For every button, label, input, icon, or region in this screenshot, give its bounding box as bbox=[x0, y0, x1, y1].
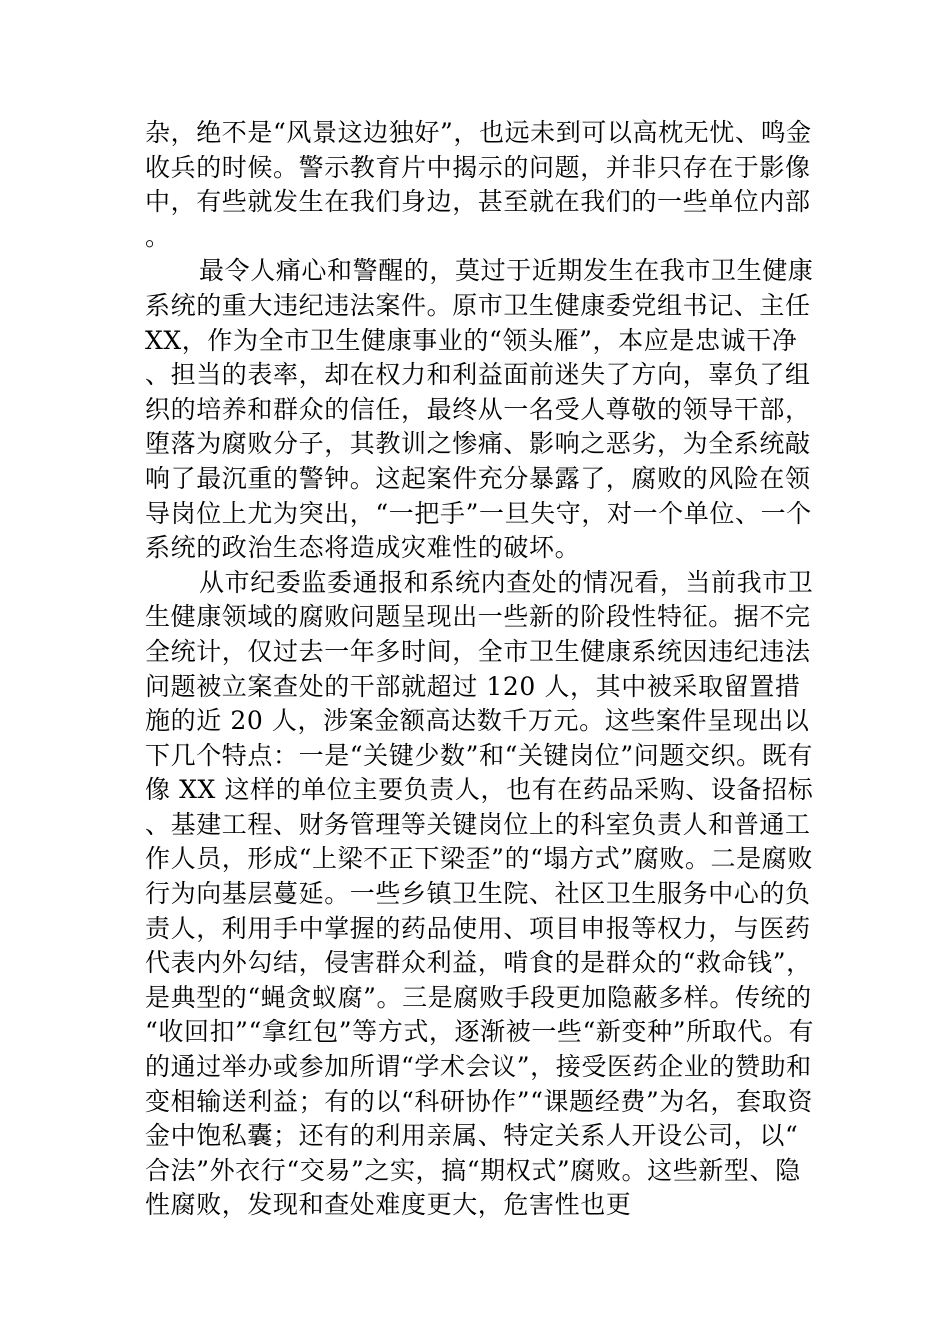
document-body bbox=[145, 116, 820, 1223]
paragraph-continued: 杂，绝不是“风景这边独好”，也远未到可以高枕无忧、鸣金收兵的时候。警示教育片中揭示的问题，并非只存在于影像中，有些就发生在我们身边，甚至就在我们的一些单位内部。 bbox=[145, 118, 812, 251]
paragraph-case: 最令人痛心和警醒的，莫过于近期发生在我市卫生健康系统的重大违纪违法案件。原市卫生健康委党组书记、主任 XX，作为全市卫生健康事业的“领头雁”，本应是忠诚干净、担当的表率，却在权力和利益面前迷失了方向，辜负了组织的培养和群众的信任，最终从一名受人尊敬的领导干部，堕落为腐败分子，其教训之惨痛、影响之恶劣，为全系统敲响了最沉重的警钟。这起案件充分暴露了，腐败的风险在领导岗位上尤为突出，“一把手”一旦失守，对一个单位、一个系统的政治生态将造成灾难性的破坏。 bbox=[145, 256, 820, 563]
paragraph-characteristics: 从市纪委监委通报和系统内查处的情况看，当前我市卫生健康领域的腐败问题呈现出一些新的阶段性特征。据不完全统计，仅过去一年多时间，全市卫生健康系统因违纪违法问题被立案查处的干部就超过 120 人，其中被采取留置措施的近 20 人，涉案金额高达数千万元。这些案件呈现出以下几个特点：一是“关键少数”和“关键岗位”问题交织。既有像 XX 这样的单位主要负责人，也有在药品采购、设备招标、基建工程、财务管理等关键岗位上的科室负责人和普通工作人员，形成“上梁不正下梁歪”的“塌方式”腐败。二是腐败行为向基层蔓延。一些乡镇卫生院、社区卫生服务中心的负责人，利用手中掌握的药品使用、项目申报等权力，与医药代表内外勾结，侵害群众利益，啃食的是群众的“救命钱”，是典型的“蝇贪蚁腐”。三是腐败手段更加隐蔽多样。传统的“收回扣”“拿红包”等方式，逐渐被一些“新变种”所取代。有的通过举办或参加所谓“学术会议”，接受医药企业的赞助和变相输送利益；有的以“科研协作”“课题经费”为名，套取资金中饱私囊；还有的利用亲属、特定关系人开设公司，以“合法”外衣行“交易”之实，搞“期权式”腐败。这些新型、隐性腐败，发现和查处难度更大，危害性也更 bbox=[145, 567, 815, 1220]
